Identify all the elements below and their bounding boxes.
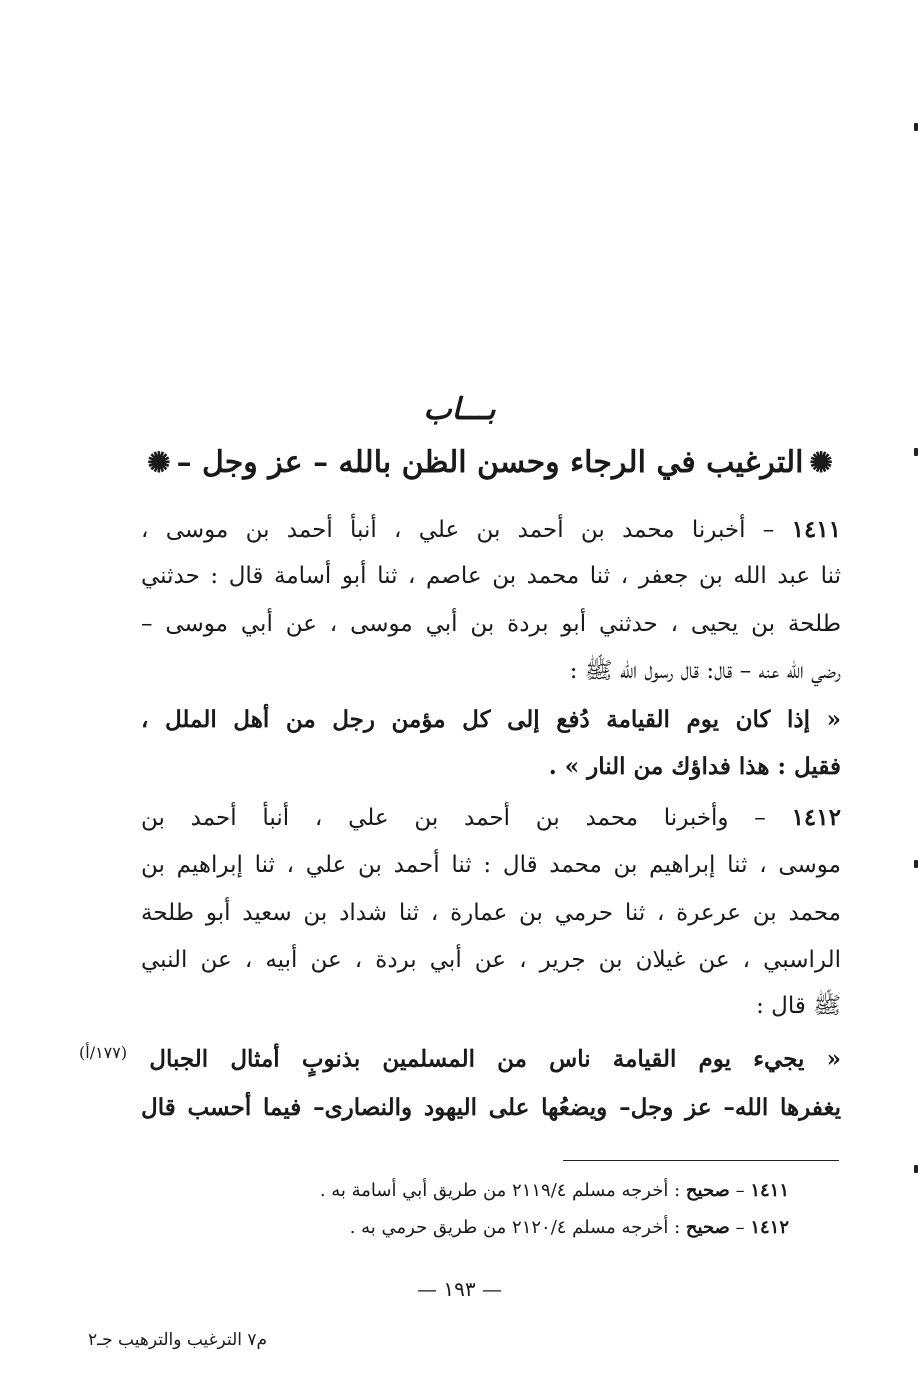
hadith-1412-line-4: الراسبي ، عن غيلان بن جرير ، عن أبي بردة ، عن أبيه ، عن النبي [141,947,841,973]
section-heading-text: الترغيب في الرجاء وحسن الظن بالله – عز وجل – [176,445,804,480]
footnote-text: : أخرجه مسلم ٢١١٩/٤ من طريق أبي أسامة به . [319,1180,681,1201]
footnote: ١٤١٢ – صحيح : أخرجه مسلم ٢١٢٠/٤ من طريق حرمي به . [349,1217,789,1238]
hadith-1411-line-3: طلحة بن يحيى ، حدثني أبو بردة بن أبي موسى ، عن أبي موسى – [141,611,841,637]
isnad-text: – أخبرنا محمد بن أحمد بن علي ، أنبأ أحمد بن موسى ، [141,517,775,543]
section-heading [140,445,840,480]
chapter-title: بـــاب [423,392,496,427]
hadith-1412-line-2: موسى ، ثنا إبراهيم بن محمد قال : ثنا أحمد بن علي ، ثنا إبراهيم بن [141,852,841,878]
hadith-1411-line-2: ثنا عبد الله بن جعفر ، ثنا محمد بن عاصم ، ثنا أبو أسامة قال : حدثني [141,563,841,589]
hadith-1412-line-3: محمد بن عرعرة ، ثنا حرمي بن عمارة ، ثنا شداد بن سعيد أبو طلحة [141,900,841,926]
hadith-1412-matn-2: يغفرها الله– عز وجل– ويضعُها على اليهود والنصارى– فيما أحسب قال [141,1094,841,1121]
hadith-1412-matn-1 [79,1045,841,1071]
hadith-number: ١٤١٢ [791,804,841,831]
hadith-1412-line-5: ﷺ قال : [756,993,841,1019]
hadith-1411-line-1 [141,518,841,542]
hadith-1411-matn-2: فقيل : هذا فداؤك من النار » . [548,753,841,780]
footnote-text: : أخرجه مسلم ٢١٢٠/٤ من طريق حرمي به . [349,1217,681,1238]
ornament-star-icon: ✺ [809,446,833,479]
footnote-divider [563,1160,839,1161]
hadith-1411-matn-1: « إذا كان يوم القيامة دُفع إلى كل مؤمن رجل من أهل الملل ، [141,706,841,733]
scan-edge-mark [914,860,918,868]
isnad-text: – وأخبرنا محمد بن أحمد بن علي ، أنبأ أحمد بن [141,805,766,831]
scan-edge-mark [914,1165,918,1173]
footnote-number: ١٤١١ [750,1180,789,1201]
hadith-number: ١٤١١ [791,516,842,543]
footnote-grade: صحيح [685,1180,730,1201]
scan-edge-mark [914,123,918,131]
manuscript-folio-ref: (١٧٧/أ) [79,1043,128,1062]
ornament-star-icon: ✺ [147,446,171,479]
footnote: ١٤١١ – صحيح : أخرجه مسلم ٢١١٩/٤ من طريق أبي أسامة به . [319,1180,789,1201]
footnote-number: ١٤١٢ [750,1217,789,1238]
page-number: — ١٩٣ — [417,1277,502,1301]
hadith-1411-line-4: رضي الله عنه – قال: قال رسول الله ﷺ : [569,658,841,684]
printer-signature: م٧ الترغيب والترهيب جـ٢ [88,1330,268,1350]
hadith-1412-line-1 [141,806,841,830]
footnote-grade: صحيح [685,1217,730,1238]
matn-text: « يجيء يوم القيامة ناس من المسلمين بذنوبٍ أمثال الجبال [149,1045,841,1073]
scan-edge-mark [914,448,918,456]
